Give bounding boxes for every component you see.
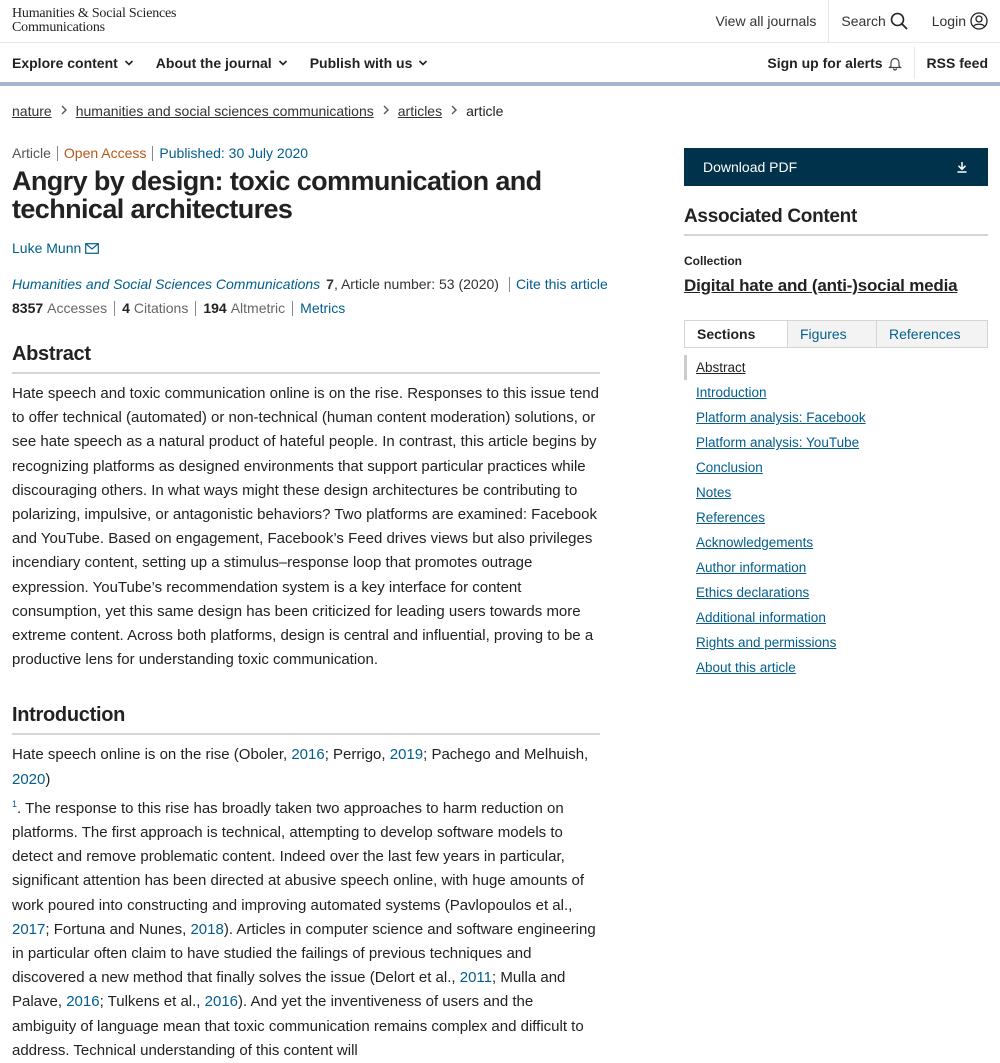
citation-link[interactable]: 2016 (66, 993, 100, 1011)
collection-link[interactable]: Digital hate and (anti-)social media (684, 276, 958, 295)
top-bar (0, 0, 1000, 43)
toc-link-rights[interactable]: Rights and permissions (696, 635, 837, 650)
sign-up-alerts-button[interactable] (755, 43, 913, 83)
article-type: Article (12, 145, 51, 161)
text-run: ; Tulkens et al., (99, 993, 205, 1011)
login-label: Login (931, 13, 966, 29)
toc-link-additional-information[interactable]: Additional information (696, 610, 826, 625)
toc-item (684, 480, 988, 505)
tab-sections[interactable]: Sections (685, 321, 787, 347)
breadcrumb-journal[interactable]: humanities and social sciences communications (75, 103, 374, 119)
toc-link-youtube[interactable]: Platform analysis: YouTube (696, 435, 860, 450)
toc-link-references[interactable]: References (696, 510, 766, 525)
tab-references[interactable]: References (876, 321, 987, 347)
toc-link-conclusion[interactable]: Conclusion (696, 460, 763, 475)
text-run: ) (45, 770, 51, 788)
logo-line-1: Humanities & Social Sciences (12, 6, 177, 21)
metrics-line (12, 301, 600, 316)
toc-link-abstract[interactable]: Abstract (696, 360, 746, 375)
download-pdf-button[interactable] (684, 148, 988, 186)
author-link[interactable]: Luke Munn (12, 240, 82, 256)
about-journal-label: About the journal (155, 55, 272, 71)
rss-feed-link[interactable] (915, 43, 1000, 83)
citation-link[interactable]: 2020 (12, 770, 46, 788)
toc-item (684, 505, 988, 530)
text-run: Hate speech online is on the rise (Oboler, (12, 746, 292, 764)
cite-article-link[interactable]: Cite this article (515, 275, 608, 292)
metrics-link[interactable]: Metrics (300, 300, 346, 316)
publish-with-us-label: Publish with us (309, 55, 413, 71)
text-run: ). And yet the inventiveness of users and the ambiguity of language mean that toxic communication remains complex and difficult to address. Technical understanding of this content will (12, 993, 584, 1059)
tab-figures[interactable]: Figures (787, 321, 876, 347)
explore-content-label: Explore content (12, 55, 118, 71)
login-button[interactable] (920, 0, 1000, 42)
introduction-heading: Introduction (12, 704, 600, 735)
breadcrumb-current: article (466, 103, 504, 119)
citation-link[interactable]: 2019 (389, 746, 424, 764)
accesses-metric (12, 301, 114, 316)
nav-menus (12, 43, 428, 83)
sign-up-alerts-label: Sign up for alerts (767, 55, 883, 71)
citation-link[interactable]: 2018 (190, 920, 224, 938)
download-icon (956, 161, 968, 173)
altmetric-label: Altmetric (230, 300, 286, 316)
bell-icon (888, 56, 902, 70)
toc-link-about-article[interactable]: About this article (696, 660, 796, 675)
toc-item (684, 630, 988, 655)
article-main (12, 145, 608, 1063)
introduction-text (12, 743, 600, 1063)
search-icon (890, 12, 908, 30)
toc-link-facebook[interactable]: Platform analysis: Facebook (696, 410, 866, 425)
text-run: ; Pachego and Melhuish, (423, 746, 589, 764)
text-run: . The response to this rise has broadly taken two approaches to harm reduction on platforms. The first approach is technical, attempting to develop software models to detect and remove problematic content. Indeed over the last few years in particular, significant attention has been directed at abusive speech online, with huge amounts of work poured into constructing and improving automated systems (Pavlopoulos et al., (12, 799, 585, 914)
chevron-down-icon (418, 58, 428, 68)
toc-item (684, 530, 988, 555)
open-access-badge: Open Access (57, 146, 153, 161)
text-run: ; Fortuna and Nunes, (45, 920, 191, 938)
citations-label: Citations (133, 300, 189, 316)
citation-line (12, 275, 608, 292)
rss-feed-label: RSS feed (926, 55, 988, 71)
view-all-journals-link[interactable] (703, 0, 828, 42)
collection-label: Collection (684, 254, 743, 268)
view-all-journals-label: View all journals (715, 13, 817, 29)
sidebar (684, 148, 988, 680)
publish-with-us-menu[interactable] (310, 55, 429, 71)
citation-link[interactable]: 2011 (459, 969, 492, 987)
accesses-count: 8357 (12, 300, 44, 316)
toc-link-author-information[interactable]: Author information (696, 560, 807, 575)
user-icon (970, 12, 988, 30)
toc-item (684, 455, 988, 480)
volume: 7 (326, 276, 334, 292)
citation-link[interactable]: 2016 (204, 993, 239, 1011)
footnote-link[interactable]: 1 (12, 798, 18, 809)
article-meta (12, 146, 600, 161)
search-button[interactable] (829, 0, 919, 42)
breadcrumb (12, 103, 503, 119)
chevron-right-icon (60, 104, 68, 118)
chevron-right-icon (382, 104, 390, 118)
nav-actions (755, 43, 1000, 83)
toc-item (684, 405, 988, 430)
citations-metric (114, 301, 195, 316)
toc-item (684, 355, 988, 380)
sidebar-tabs (684, 320, 988, 348)
breadcrumb-nature[interactable]: nature (12, 103, 52, 119)
logo-line-2: Communications (12, 20, 105, 35)
toc-item (684, 655, 988, 680)
email-icon[interactable] (85, 243, 99, 254)
journal-link[interactable]: Humanities and Social Sciences Communications (12, 276, 321, 292)
table-of-contents (684, 355, 988, 680)
associated-content-heading: Associated Content (684, 206, 988, 236)
published-date-link[interactable]: Published: 30 July 2020 (159, 145, 309, 161)
search-label: Search (841, 13, 886, 29)
author-line (12, 240, 600, 256)
accesses-label: Accesses (47, 300, 108, 316)
text-run: ). Articles in computer science and software engineering in particular often claim to have studied the failings of previous techniques and discovered a new method that finally solves the issue (Delort et al., (12, 920, 596, 987)
citation-link[interactable]: 2016 (291, 746, 325, 764)
toc-link-notes[interactable]: Notes (696, 485, 732, 500)
toc-link-acknowledgements[interactable]: Acknowledgements (696, 535, 814, 550)
toc-item (684, 580, 988, 605)
top-links (703, 0, 1000, 42)
chevron-down-icon (124, 58, 134, 68)
toc-link-ethics[interactable]: Ethics declarations (696, 585, 810, 600)
abstract-text: Hate speech and toxic communication online is on the rise. Responses to this issue tend to offer technical (automated) or non-technical (human content moderation) solutions, or see hate speech as a natural product of hateful people. In contrast, this article begins by recognizing platforms as designed environments that support particular practices while discouraging others. In what ways might these design architectures be contributing to polarizing, impulsive, or antagonistic behaviors? Two platforms are examined: Facebook and YouTube. Based on engagement, Facebook’s Feed drives views but also privileges incendiary content, setting up a stimulus–response loop that promotes outrage expression. YouTube’s recommendation system is a key interface for content consumption, yet this same design has been criticized for leading users towards more extreme content. Across both platforms, design is central and influential, proving to be a productive lens for understanding toxic communication. (12, 385, 599, 669)
article-title: Angry by design: toxic communication and technical architectures (12, 166, 542, 224)
breadcrumb-articles[interactable]: articles (397, 103, 443, 119)
main-nav (0, 43, 1000, 86)
altmetric-metric (195, 301, 292, 316)
toc-item (684, 430, 988, 455)
citation-link[interactable]: 2017 (12, 920, 46, 938)
toc-item (684, 380, 988, 405)
about-journal-menu[interactable] (156, 55, 288, 71)
chevron-down-icon (278, 58, 288, 68)
text-run: ; Mulla and Palave, (12, 969, 566, 1011)
toc-item (684, 555, 988, 580)
citations-count: 4 (122, 300, 130, 316)
explore-content-menu[interactable] (12, 55, 134, 71)
toc-link-introduction[interactable]: Introduction (696, 385, 767, 400)
article-number: , Article number: 53 (2020) (333, 276, 499, 292)
altmetric-count: 194 (203, 300, 227, 316)
text-run: ; Perrigo, (324, 746, 390, 764)
journal-logo[interactable] (12, 7, 176, 35)
toc-item (684, 605, 988, 630)
download-pdf-label: Download PDF (703, 159, 798, 175)
chevron-right-icon (450, 104, 458, 118)
abstract-heading: Abstract (12, 343, 600, 374)
